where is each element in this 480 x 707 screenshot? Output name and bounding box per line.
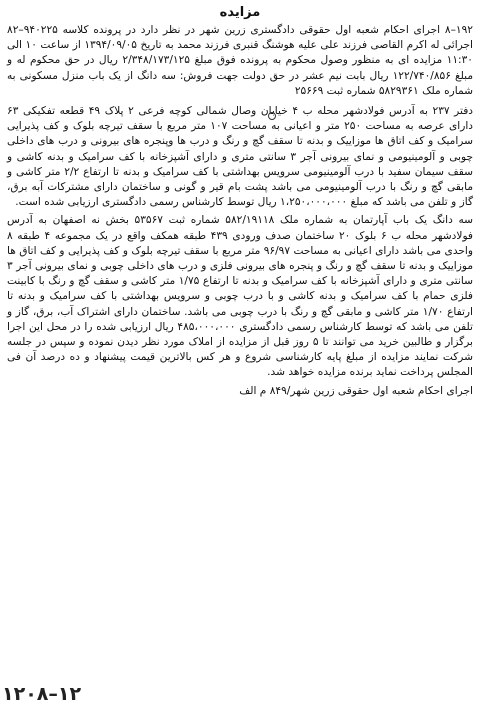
handwritten-margin-number: ۱۲۰۸–۱۲ [2,683,82,705]
notice-footer-signature: اجرای احکام شعبه اول حقوقی زرین شهر/۸۴۹ م الف [239,384,473,397]
notice-title: مزایده [219,5,261,20]
property-1-description: دفتر ۲۳۷ به آدرس فولادشهر محله ب ۴ خیابان وصال شمالی کوچه فرعی ۲ پلاک ۴۹ قطعه تفکیکی ۶۳ دارای عرصه به مساحت ۲۵۰ متر و اعیانی به مساحت ۱۰۷ متر مربع با سقف تیرچه بلوک و کف پذیرایی سرامیک و کف اتاق ها موزاییک و بدنه تا سقف گچ و رنگ و درب ها وپنجره های بیرونی و درب های داخلی چوبی و آلومینیومی و نمای بیرونی آجر ۳ سانتی متری و دارای آشپزخانه با کف سرامیک و بدنه کاشی و سقف سیمان سفید با درب آلومینیومی سرویس بهداشتی با کف سرامیک و بدنه تا ارتفاع ۲/۲ متر کاشی و مابقی گچ و رنگ با درب آلومینیومی می باشد پشت بام قیر و گونی و ساختمان دارای مشترکات آبه برق، گاز و تلفن می باشد که مبلغ ۱،۲۵۰،۰۰۰،۰۰۰ ریال توسط کارشناس رسمی دادگستری ارزیابی شده است. [7,105,473,209]
notice-intro-paragraph: ۱۹۲–۸ اجرای احکام شعبه اول حقوقی دادگستری زرین شهر در نظر دارد در پرونده کلاسه ۹۴۰۲۲۵–۸۲ اجرائی له اکرم القاصی فرزند علی علیه هوشنگ قنبری فرزند محمد به تاریخ ۱۳۹۴/۰۹/۰۵ از ساعت ۱۰ الی ۱۱:۳۰ مزایده ای به منظور وصول محکوم به پرونده فوق مبلغ ۲/۳۴۸/۱۷۳/۱۲۵ ریال در حق محکوم له و مبلغ ۱۲۲/۷۴۰/۸۵۶ ریال بابت نیم عشر در حق دولت جهت فروش: سه دانگ از یک باب منزل مسکونی به شماره ملک ۵۸۲۹۳۶۱ شماره ثبت ۲۵۶۶۹ [7,24,474,97]
ink-mark [268,112,276,120]
property-2-description: سه دانگ یک باب آپارتمان به شماره ملک ۵۸۲/۱۹۱۱۸ شماره ثبت ۵۳۵۶۷ بخش نه اصفهان به آدرس فولادشهر محله ب ۶ بلوک ۲۰ ساختمان صدف ورودی ۴۳۹ طبقه همکف واقع در یک مجموعه ۴ طبقه ۸ واحدی می باشد دارای اعیانی به مساحت ۹۶/۹۷ متر مربع با سقف تیرچه بلوک و کف پذیرایی و کف اتاق ها موزاییک و بدنه تا سقف گچ و رنگ و پنجره های بیرونی فلزی و درب های داخلی چوبی و نمای بیرونی آجر ۳ سانتی متری و دارای آشپزخانه با کف سرامیک و بدنه تا ارتفاع ۱/۷۵ متر کاشی و سقف گچ و رنگ با کابینت فلزی حمام با کف سرامیک و بدنه کاشی و با درب چوبی و سرویس بهداشتی با کف سرامیک و بدنه تا ارتفاع ۱/۷۰ متر کاشی و مابقی گچ و رنگ با درب چوبی می باشد. ساختمان دارای اشتراک آب، برق، گاز و تلفن می باشد که توسط کارشناس رسمی دادگستری ۴۸۵،۰۰۰،۰۰۰ ریال ارزیابی شده را در محل این اجرا برگزار و طالبین خرید می توانند تا ۵ روز قبل از مزایده از املاک مورد نظر دیدن نموده و سپس در جلسه شرکت نمایند مزایده از مبلغ پایه کارشناسی شروع و هر کس بالاترین قیمت پیشنهاد و ده درصد آن فی المجلس پرداخت نماید برنده مزایده خواهد شد. [7,214,473,379]
